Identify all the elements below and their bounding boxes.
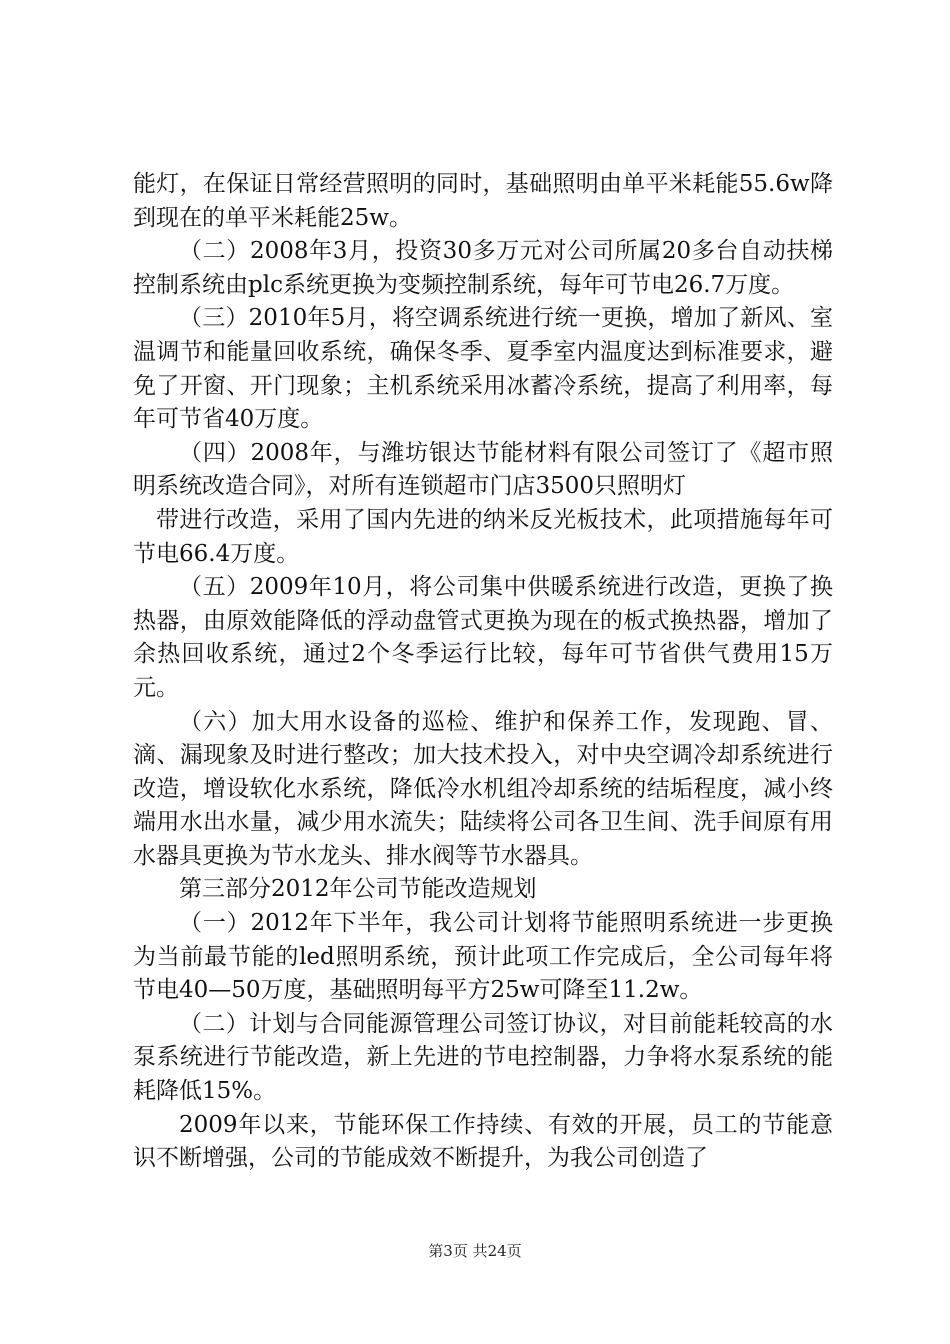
paragraph-3: （三）2010年5月，将空调系统进行统一更换，增加了新风、室温调节和能量回收系统，确保冬季、夏季室内温度达到标准要求，避免了开窗、开门现象；主机系统采用冰蓄冷系统，提高了利用率，每年可节省40万度。 — [133, 305, 833, 433]
paragraph-10: （二）计划与合同能源管理公司签订协议，对目前能耗较高的水泵系统进行节能改造，新上先进的节电控制器，力争将水泵系统的能耗降低15%。 — [133, 1010, 833, 1105]
paragraph-11: 2009年以来，节能环保工作持续、有效的开展，员工的节能意识不断增强，公司的节能成效不断提升，为我公司创造了 — [133, 1111, 833, 1172]
section-heading: 第三部分2012年公司节能改造规划 — [179, 876, 537, 903]
paragraph-1: 能灯，在保证日常经营照明的同时，基础照明由单平米耗能55.6w降到现在的单平米耗能25w。 — [133, 171, 833, 231]
page-footer — [0, 1240, 950, 1261]
document-body — [133, 168, 833, 1176]
paragraph-4: （四）2008年，与潍坊银达节能材料有限公司签订了《超市照明系统改造合同》，对所有连锁超市门店3500只照明灯 — [133, 439, 833, 500]
page-number-label: 第3页 共24页 — [428, 1242, 522, 1260]
paragraph-9: （一）2012年下半年，我公司计划将节能照明系统进一步更换为当前最节能的led照明系统，预计此项工作完成后，全公司每年将节电40—50万度，基础照明每平方25w可降至11.2w。 — [133, 910, 833, 1004]
paragraph-5: 带进行改造，采用了国内先进的纳米反光板技术，此项措施每年可节电66.4万度。 — [133, 506, 833, 567]
paragraph-6: （五）2009年10月，将公司集中供暖系统进行改造，更换了换热器，由原效能降低的浮动盘管式更换为现在的板式换热器，增加了余热回收系统，通过2个冬季运行比较，每年可节省供气费用15万元。 — [133, 574, 833, 701]
paragraph-7: （六）加大用水设备的巡检、维护和保养工作，发现跑、冒、滴、漏现象及时进行整改；加大技术投入，对中央空调冷却系统进行改造，增设软化水系统，降低冷水机组冷却系统的结垢程度，减小终端用水出水量，减少用水流失；陆续将公司各卫生间、洗手间原有用水器具更换为节水龙头、排水阀等节水器具。 — [133, 708, 833, 869]
paragraph-2: （二）2008年3月，投资30多万元对公司所属20多台自动扶梯控制系统由plc系统更换为变频控制系统，每年可节电26.7万度。 — [133, 238, 833, 298]
